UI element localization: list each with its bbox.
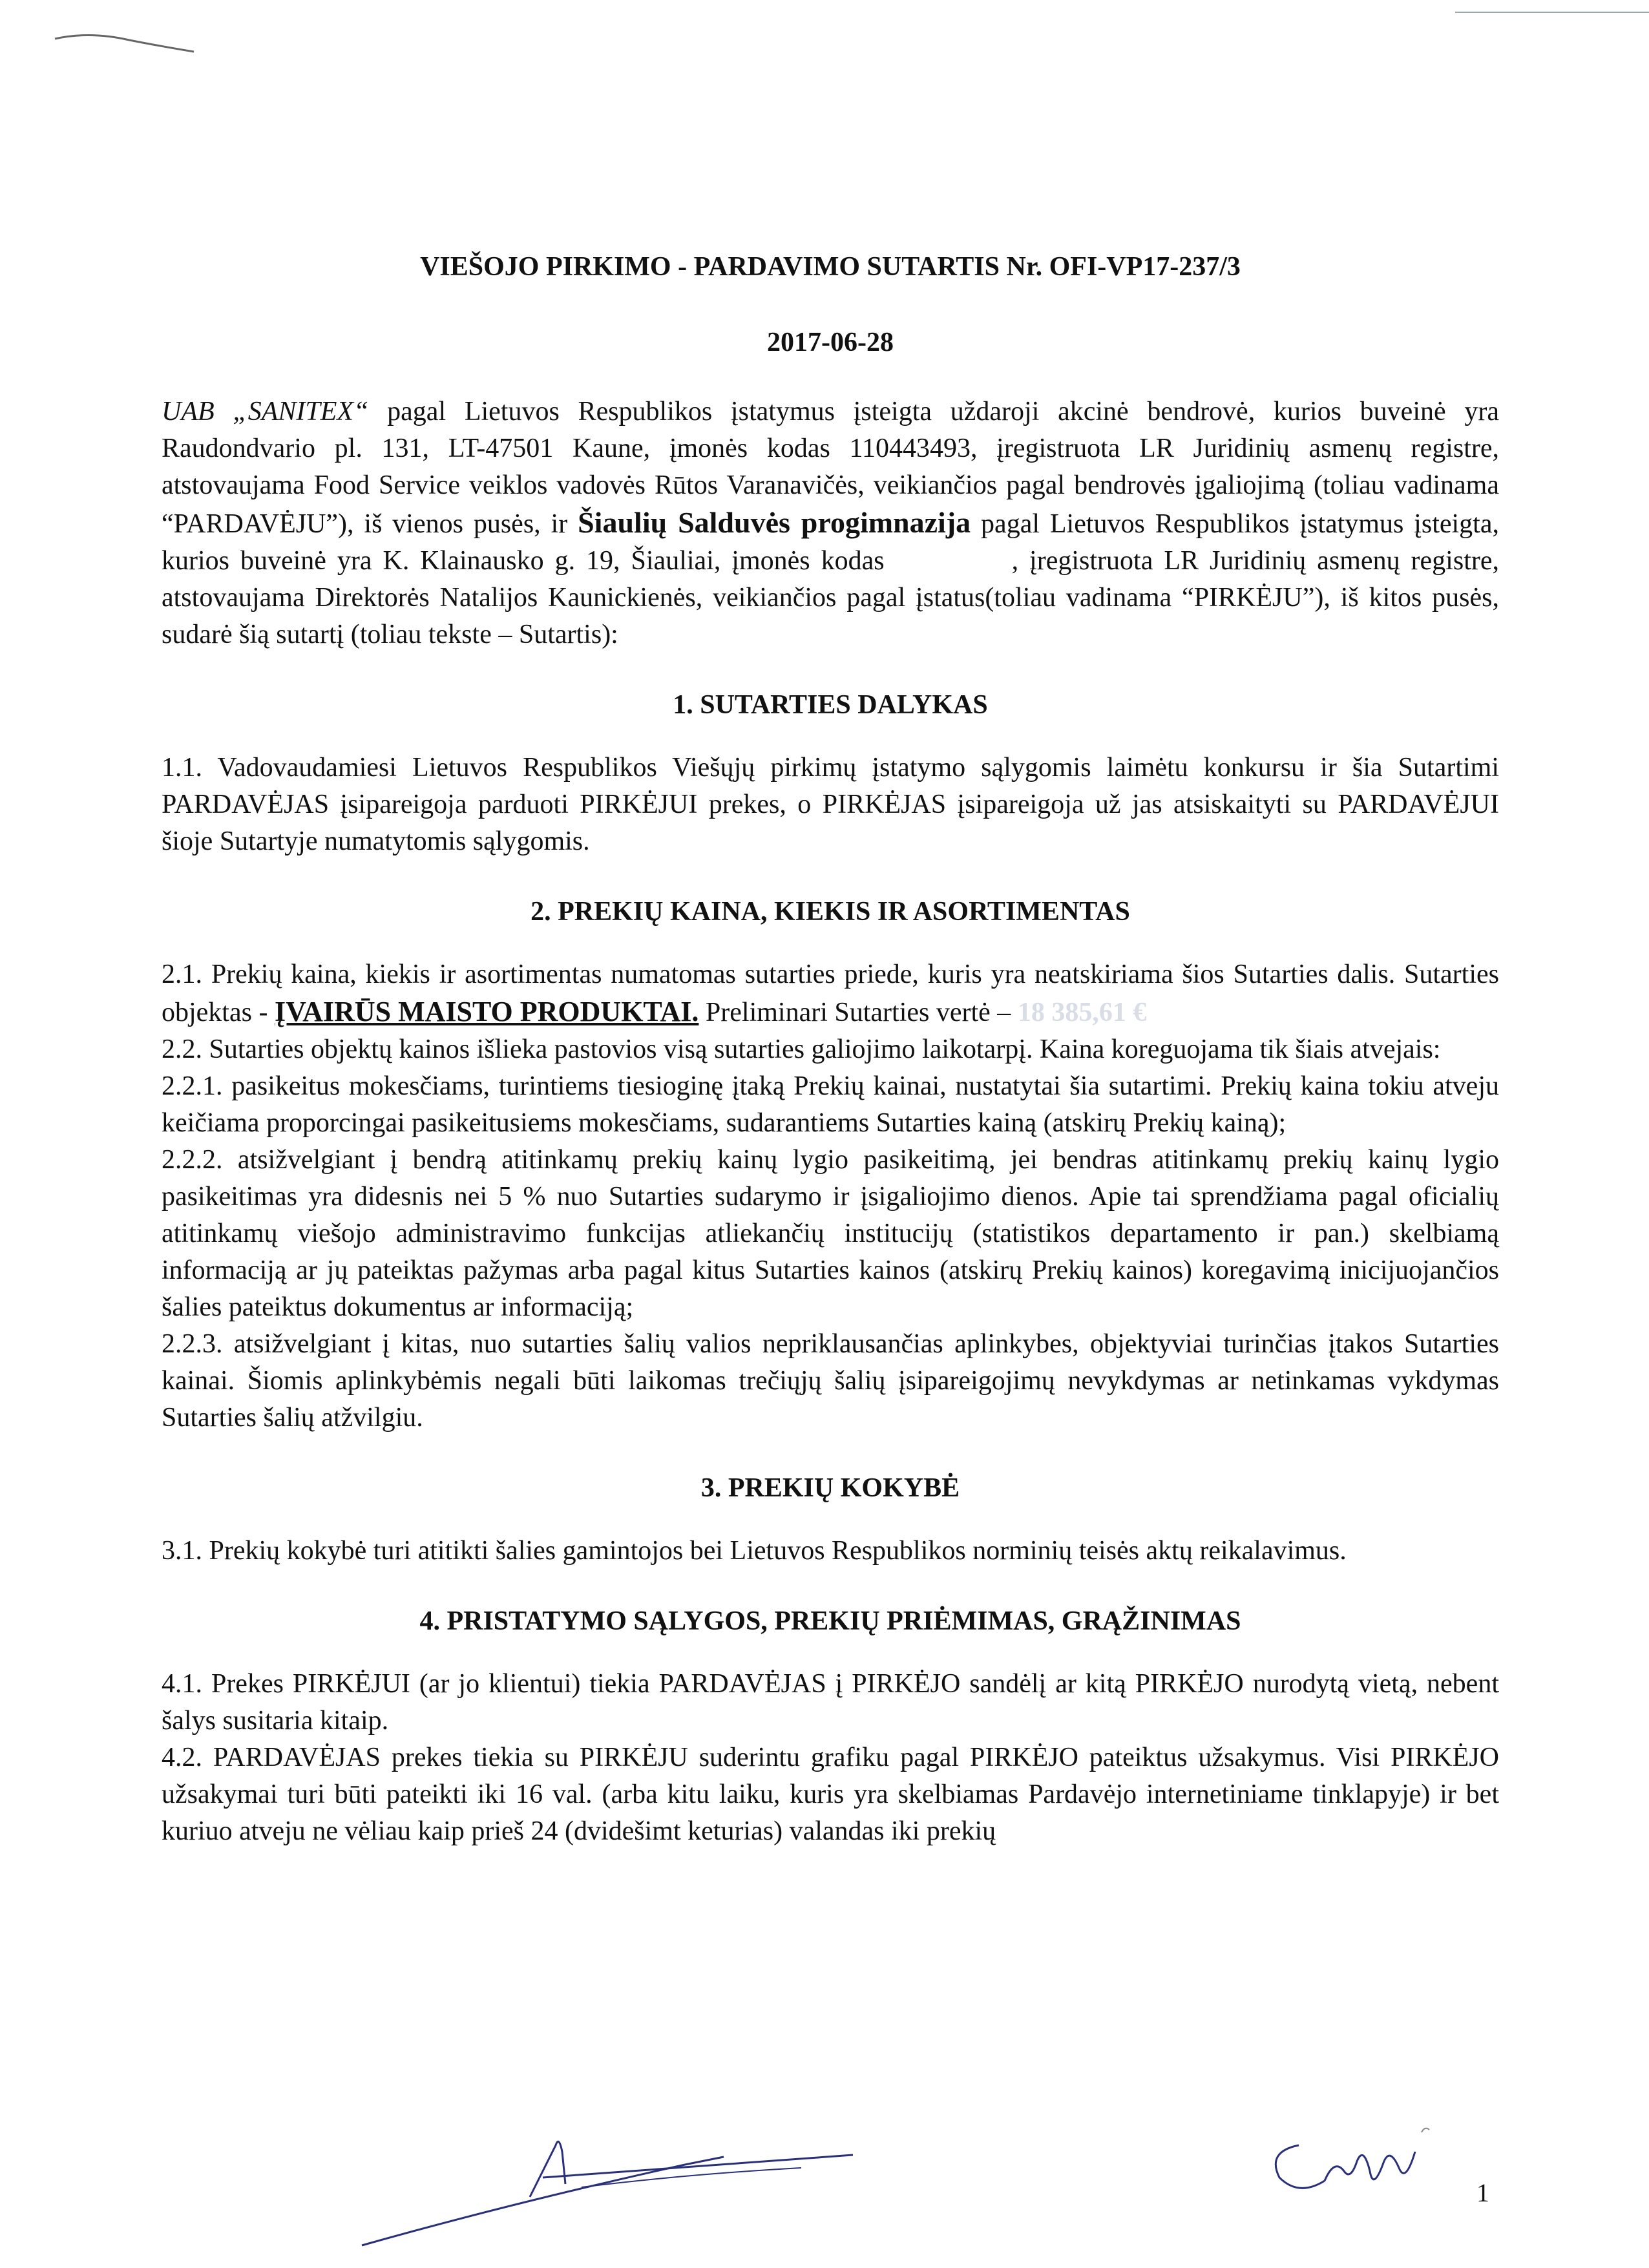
intro-text-2: pagal Lietuvos Respublikos įstatymus įsteigta, kurios buveinė yra K. Klainausko g. 19, Šiauliai, įmonės kodas xyxy=(162,509,1499,576)
intro-paragraph xyxy=(162,394,1499,653)
signature-left xyxy=(349,2106,866,2255)
clause-3-1: 3.1. Prekių kokybė turi atitikti šalies gamintojos bei Lietuvos Respublikos norminių teisės aktų reikalavimus. xyxy=(162,1536,1347,1566)
clause-4-2: 4.2. PARDAVĖJAS prekes tiekia su PIRKĖJU suderintu grafiku pagal PIRKĖJO pateiktus užsakymus. Visi PIRKĖJO užsakymai turi būti pateikti iki 16 val. (arba kitu laiku, kuris yra skelbiamas Pardavėjo internetiniame tinklapyje) ir bet kuriuo atveju ne vėliau kaip prieš 24 (dvidešimt keturias) valandas iki prekių xyxy=(162,1743,1499,1846)
seller-name: UAB „SANITEX“ xyxy=(162,397,369,426)
clause-2-1 xyxy=(162,956,1499,1031)
section-4-heading: 4. PRISTATYMO SĄLYGOS, PREKIŲ PRIĖMIMAS, GRĄŽINIMAS xyxy=(419,1606,1241,1636)
buyer-name: Šiaulių Salduvės progimnazija xyxy=(578,506,971,539)
scan-edge-line xyxy=(1455,12,1649,16)
contract-body xyxy=(162,249,1499,1850)
clause-2-2: 2.2. Sutarties objektų kainos išlieka pastovios visą sutarties galiojimo laikotarpį. Kaina koreguojama tik šiais atvejais: xyxy=(162,1034,1441,1064)
contract-object: ĮVAIRŪS MAISTO PRODUKTAI. xyxy=(274,996,699,1027)
section-1-heading: 1. SUTARTIES DALYKAS xyxy=(673,690,988,720)
contract-title: VIEŠOJO PIRKIMO - PARDAVIMO SUTARTIS Nr. OFI-VP17-237/3 xyxy=(420,252,1241,282)
intro-text-1: pagal Lietuvos Respublikos įstatymus įsteigta uždaroji akcinė bendrovė, kurios buveinė yra Raudondvario pl. 131, LT-47501 Kaune, įmonės kodas 110443493, įregistruota LR Juridinių asmenų registre, atstovaujama Food Service veiklos vadovės Rūtos Varanavičės, veikiančios pagal bendrovės įgaliojimą (toliau vadinama “PARDAVĖJU”), iš vienos pusės, ir xyxy=(162,397,1499,539)
clause-2-2-3: 2.2.3. atsižvelgiant į kitas, nuo sutarties šalių valios nepriklausančias aplinkybes, objektyviai turinčias įtakos Sutarties kainai. Šiomis aplinkybėmis negali būti laikomas trečiųjų šalių įsipareigojimų nevykdymas ar netinkamas vykdymas Sutarties šalių atžvilgiu. xyxy=(162,1329,1499,1433)
clause-1-1: 1.1. Vadovaudamiesi Lietuvos Respublikos Viešųjų pirkimų įstatymo sąlygomis laimėtu konkursu ir šia Sutartimi PARDAVĖJAS įsipareigoja parduoti PIRKĖJUI prekes, o PIRKĖJAS įsipareigoja už jas atsiskaityti su PARDAVĖJUI šioje Sutartyje numatytomis sąlygomis. xyxy=(162,753,1499,856)
clause-2-2-1: 2.2.1. pasikeitus mokesčiams, turintiems tiesioginę įtaką Prekių kainai, nustatytai šia sutartimi. Prekių kaina tokiu atveju keičiama proporcingai pasikeitusiems mokesčiams, sudarantiems Sutarties kainą (atskirų Prekių kainą); xyxy=(162,1071,1499,1138)
clause-2-1-value-label: Preliminari Sutarties vertė – xyxy=(698,998,1018,1027)
signature-right xyxy=(1260,2106,1454,2210)
clause-2-2-2: 2.2.2. atsižvelgiant į bendrą atitinkamų prekių kainų lygio pasikeitimą, jei bendras atitinkamų prekių kainų lygio pasikeitimas yra didesnis nei 5 % nuo Sutarties sudarymo ir įsigaliojimo dienos. Apie tai sprendžiama pagal oficialių atitinkamų viešojo administravimo funkcijas atliekančių institucijų (statistikos departamento ir pan.) skelbiamą informaciją ar jų pateiktas pažymas arba pagal kitus Sutarties kainos (atskirų Prekių kainos) koregavimą inicijuojančios šalies pateiktus dokumentus ar informaciją; xyxy=(162,1145,1499,1322)
clause-2-1-text: 2.1. Prekių kaina, kiekis ir asortimentas numatomas sutarties priede, kuris yra neatskiriama šios Sutarties dalis. Sutarties objektas - xyxy=(162,960,1499,1027)
pen-mark-top xyxy=(52,26,207,65)
section-2-heading: 2. PREKIŲ KAINA, KIEKIS IR ASORTIMENTAS xyxy=(530,897,1130,927)
clause-4-1: 4.1. Prekes PIRKĖJUI (ar jo klientui) tiekia PARDAVĖJAS į PIRKĖJO sandėlį ar kitą PIRKĖJO nurodytą vietą, nebent šalys susitaria kitaip. xyxy=(162,1669,1499,1736)
contract-value-faded: 18 385,61 € xyxy=(1017,998,1147,1027)
section-3-heading: 3. PREKIŲ KOKYBĖ xyxy=(700,1473,960,1503)
page-number: 1 xyxy=(1476,2178,1489,2207)
intro-text-3: , įregistruota LR Juridinių asmenų registre, atstovaujama Direktorės Natalijos Kaunickienės, veikiančios pagal įstatus(toliau vadinama “PIRKĖJU”), iš kitos pusės, sudarė šią sutartį (toliau tekste – Sutartis): xyxy=(162,546,1499,649)
contract-date: 2017-06-28 xyxy=(767,328,894,357)
